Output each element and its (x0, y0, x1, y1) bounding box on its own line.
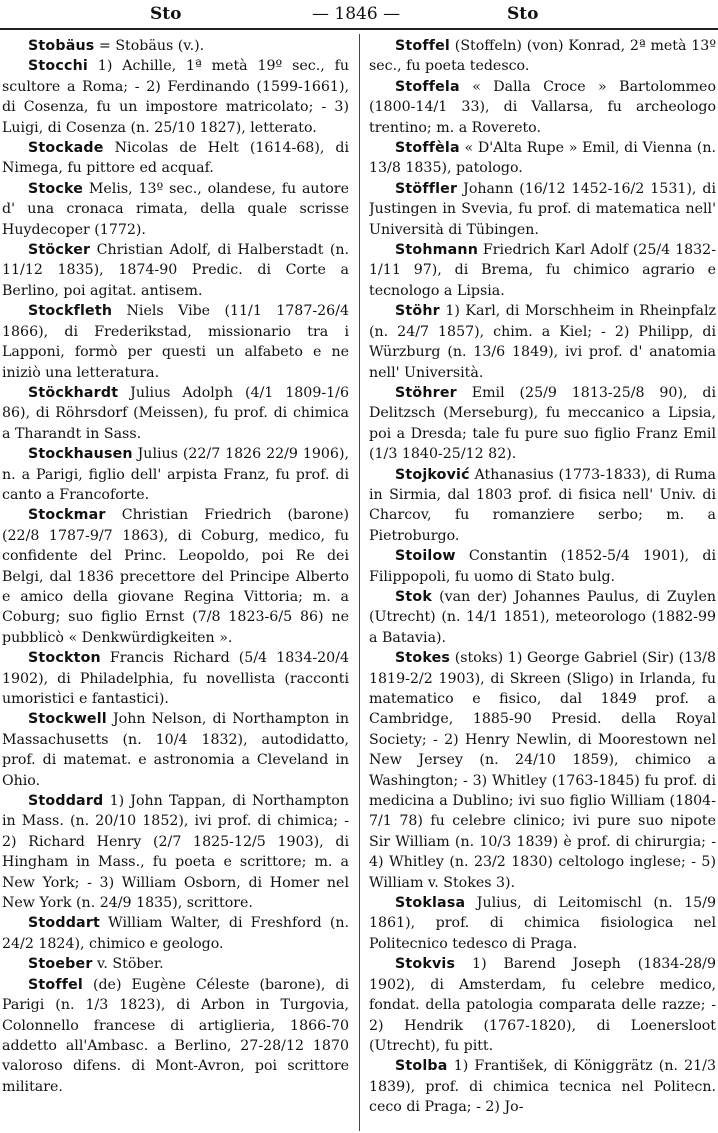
entry-headword: Stockfleth (28, 303, 113, 320)
entry-text: Melis, 13º sec., olandese, fu autore d' una cronaca rimata, della quale scrisse Huydecoper (1772). (2, 180, 349, 238)
entry-headword: Stockade (28, 140, 104, 157)
dictionary-entry (369, 36, 716, 77)
entry-headword: Stockmar (28, 507, 106, 524)
entry-text: Nicolas de Helt (1614-68), di Nimega, fu pittore ed acquaf. (2, 140, 349, 177)
entry-headword: Stoeber (28, 956, 93, 973)
entry-text: (de) Eugène Céleste (barone), di Parigi (n. 1/3 1823), di Arbon in Turgovia, Colonnello francese di artiglieria, 1866-70 addetto all'Ambasc. a Berlino, 27-28/12 1870 valoroso difens. di Mont-Avron, poi scrittore militare. (2, 976, 349, 1095)
dictionary-entry (2, 954, 349, 974)
entry-headword: Stoilow (395, 548, 456, 565)
entry-text: 1) Barend Joseph (1834-28/9 1902), di Amsterdam, fu celebre medico, fondat. della patologia comparata delle razze; - 2) Hendrik (1767-1820), di Loenersloot (Utrecht), fu pitt. (369, 956, 716, 1054)
page-header (0, 0, 718, 30)
entry-text: 1) Achille, 1ª metà 19º sec., fu scultore a Roma; - 2) Ferdinando (1599-1661), di Cosenza, fu un impostore matricolato; - 3) Luigi, di Cosenza (n. 25/10 1827), letterato. (2, 58, 349, 136)
dictionary-entry (369, 301, 716, 383)
header-left-word: Sto (150, 4, 182, 24)
page-number: — 1846 — (312, 4, 401, 24)
dictionary-entry (2, 975, 349, 1097)
entry-headword: Stoffèla (395, 140, 460, 157)
entry-text: Emil (25/9 1813-25/8 90), di Delitzsch (Merseburg), fu meccanico a Lipsia, poi a Dresda; tale fu pure suo figlio Franz Emil (1/3 1840-25/12 82). (369, 384, 716, 463)
entry-text: 1) František, di Königgrätz (n. 21/3 1839), prof. di chimica tecnica nel Politecn. ceco di Praga; - 2) Jo- (369, 1058, 716, 1116)
entry-text: Julius Adolph (4/1 1809-1/6 86), di Röhrsdorf (Meissen), fu prof. di chimica a Tharandt in Sass. (2, 384, 349, 442)
entry-text: v. Stöber. (92, 956, 164, 973)
dictionary-entry (2, 36, 349, 56)
entry-text: = Stobäus (v.). (94, 38, 205, 54)
entry-headword: Stöffler (395, 180, 458, 197)
dictionary-entry (2, 444, 349, 505)
entry-text: Friedrich Karl Adolf (25/4 1832-1/11 97), di Brema, fu chimico agrario e tecnologo a Lipsia. (369, 242, 716, 299)
entry-headword: Stöcker (28, 242, 91, 259)
dictionary-entry (369, 179, 716, 240)
entry-headword: Stöckhardt (28, 384, 119, 401)
entry-headword: Stocchi (28, 58, 88, 75)
entry-text: Julius, di Leitomischl (n. 15/9 1861), prof. di chimica fisiologica nel Politecnico tedesco di Praga. (369, 895, 716, 952)
entry-text: « D'Alta Rupe » Emil, di Vienna (n. 13/8 1835), patologo. (369, 140, 716, 177)
dictionary-entry (2, 240, 349, 301)
header-right-word: Sto (507, 4, 539, 24)
entry-headword: Stokvis (395, 956, 456, 973)
entry-headword: Stojković (395, 466, 470, 483)
dictionary-entry (2, 56, 349, 138)
entry-text: (Stoffeln) (von) Konrad, 2ª metà 13º sec., fu poeta tedesco. (369, 38, 716, 75)
entry-headword: Stoffel (28, 976, 83, 993)
entry-text: 1) John Tappan, di Northampton in Mass. (n. 20/10 1852), ivi prof. di chimica; - 2) Richard Henry (2/7 1825-12/5 1903), di Hingham in Mass., fu poeta e scrittore; m. a New York; - 3) William Osborn, di Homer nel New York (n. 24/9 1835), scrittore. (2, 793, 349, 912)
entry-text: John Nelson, di Northampton in Massachusetts (n. 10/4 1832), autodidatto, prof. di matemat. e astronomia a Cleveland in Ohio. (2, 711, 349, 789)
entry-headword: Stohmann (395, 242, 479, 259)
entry-headword: Stoffel (395, 38, 450, 54)
dictionary-entry (369, 546, 716, 587)
entry-headword: Stokes (395, 650, 451, 667)
entry-text: Christian Adolf, di Halberstadt (n. 11/12 1835), 1874-90 Predic. di Corte a Berlino, poi agitat. antisem. (2, 242, 349, 299)
entry-headword: Stöhr (395, 303, 440, 320)
entry-text: « Dalla Croce » Bartolommeo (1800-14/1 33), di Vallarsa, fu archeologo trentino; m. a Rovereto. (369, 78, 716, 136)
dictionary-entry (2, 505, 349, 648)
entry-headword: Stöhrer (395, 384, 457, 401)
header-rule (0, 28, 718, 30)
entry-headword: Stockhausen (28, 446, 133, 463)
dictionary-entry (369, 383, 716, 465)
entry-headword: Stok (395, 588, 432, 605)
dictionary-entry (369, 893, 716, 954)
entry-headword: Stockton (28, 650, 101, 667)
entry-headword: Stoddart (28, 915, 101, 932)
entry-text: William Walter, di Freshford (n. 24/2 1824), chimico e geologo. (2, 915, 349, 952)
dictionary-entry (2, 709, 349, 791)
dictionary-entry (369, 465, 716, 547)
entry-headword: Stoddard (28, 793, 104, 810)
entry-text: Athanasius (1773-1833), di Ruma in Sirmia, dal 1803 prof. di fisica nell' Univ. di Charcov, fu romanziere serbo; m. a Pietroburgo. (369, 466, 716, 544)
entry-headword: Stoffela (395, 78, 460, 95)
dictionary-entry (369, 1056, 716, 1117)
dictionary-entry (2, 301, 349, 383)
dictionary-entry (2, 383, 349, 444)
entry-headword: Stobäus (28, 38, 95, 54)
entry-text: Julius (22/7 1826 22/9 1906), n. a Parigi, figlio dell' arpista Franz, fu prof. di canto a Francoforte. (2, 446, 349, 503)
entry-text: Johann (16/12 1452-16/2 1531), di Justingen in Svevia, fu prof. di matematica nell' Università di Tübingen. (369, 180, 716, 238)
dictionary-entry (2, 791, 349, 913)
dictionary-entry (2, 913, 349, 954)
dictionary-entry (369, 587, 716, 648)
right-column (369, 36, 716, 1131)
entry-text: Niels Vibe (11/1 1787-26/4 1866), di Frederikstad, missionario tra i Lapponi, formò per questi un alfabeto e ne iniziò una letteratura. (2, 303, 349, 381)
dictionary-entry (369, 954, 716, 1056)
entry-headword: Stocke (28, 180, 84, 197)
entry-text: Francis Richard (5/4 1834-20/4 1902), di Philadelphia, fu novellista (racconti umoristici e fantastici). (2, 650, 349, 707)
dictionary-entry (2, 138, 349, 179)
left-column (2, 36, 349, 1131)
entry-text: 1) Karl, di Morschheim in Rheinpfalz (n. 24/7 1857), chim. a Kiel; - 2) Philipp, di Würzburg (n. 13/6 1849), ivi prof. d' anatomia nell' Università. (369, 303, 716, 381)
entry-headword: Stoklasa (395, 895, 466, 912)
entry-headword: Stolba (395, 1058, 448, 1075)
entry-text: Constantin (1852-5/4 1901), di Filippopoli, fu uomo di Stato bulg. (369, 548, 716, 585)
dictionary-entry (369, 138, 716, 179)
dictionary-entry (369, 77, 716, 138)
dictionary-entry (2, 179, 349, 240)
dictionary-entry (369, 648, 716, 893)
dictionary-entry (2, 648, 349, 709)
dictionary-entry (369, 240, 716, 301)
entry-text: (stoks) 1) George Gabriel (Sir) (13/8 1819-2/2 1903), di Skreen (Sligo) in Irlanda, fu matematico e fisico, dal 1849 prof. a Cambridge, 1885-90 Presid. della Royal Society; - 2) Henry Newlin, di Moorestown nel New Jersey (n. 24/10 1859), chimico a Washington; - 3) Whitley (1763-1845) fu prof. di medicina a Dublino; ivi suo figlio William (1804-7/1 78) fu celebre clinico; ivi pure suo nipote Sir William (n. 10/3 1839) è prof. di chirurgia; - 4) Whitley (n. 23/2 1830) celtologo inglese; - 5) William v. Stokes 3). (369, 650, 716, 891)
entry-text: (van der) Johannes Paulus, di Zuylen (Utrecht) (n. 14/1 1851), meteorologo (1882-99 a Batavia). (369, 588, 716, 646)
entry-headword: Stockwell (28, 711, 107, 728)
column-divider (359, 34, 360, 1131)
entry-text: Christian Friedrich (barone) (22/8 1787-9/7 1863), di Coburg, medico, fu confidente del Princ. Leopoldo, poi Re dei Belgi, dal 1836 precettore del Principe Alberto e amico della giovane Regina Vittoria; m. a Coburg; suo figlio Ernst (7/8 1823-6/5 86) ne pubblicò « Denkwürdigkeiten ». (2, 507, 349, 646)
